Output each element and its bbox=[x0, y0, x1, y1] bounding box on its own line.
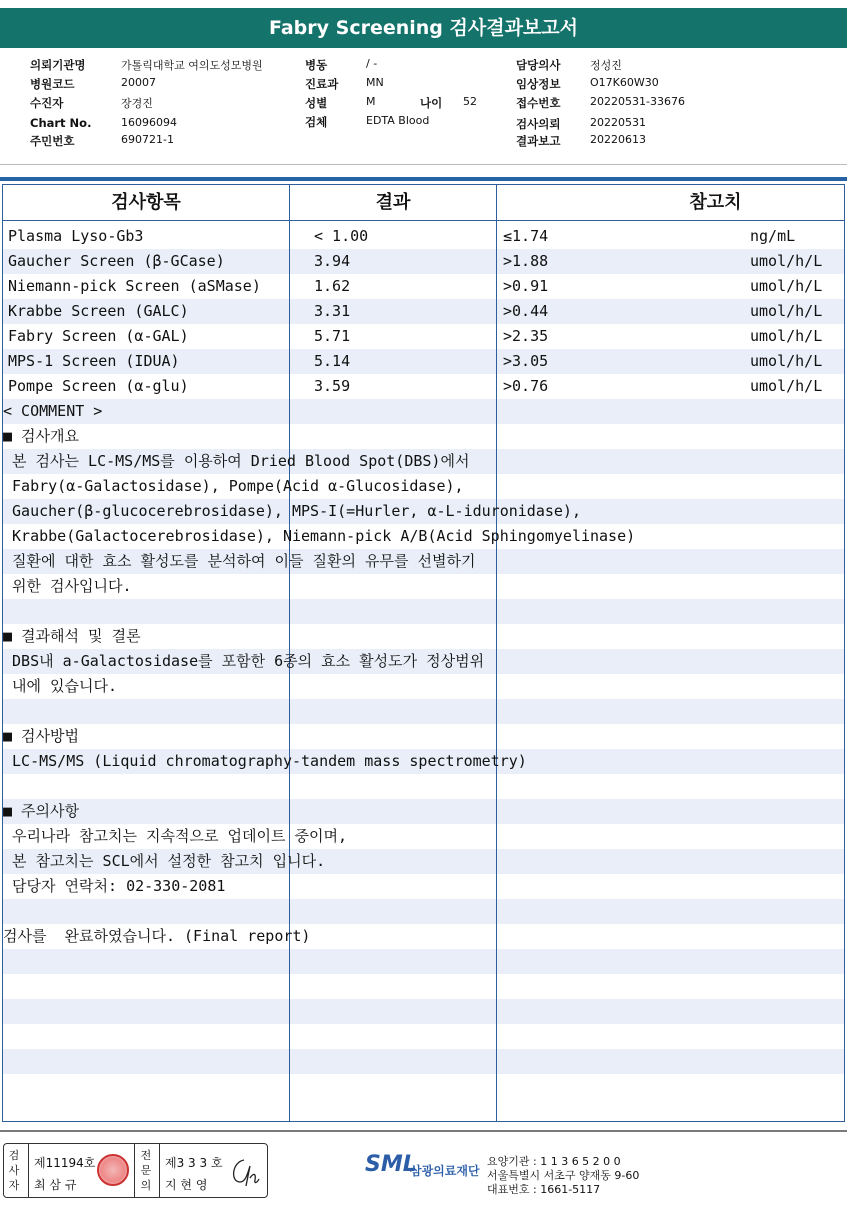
clinical-label: 임상정보 bbox=[516, 77, 561, 91]
specialist-vertical-label: 전문의 bbox=[140, 1149, 152, 1192]
footer-divider bbox=[0, 1130, 847, 1132]
unit: umol/h/L bbox=[750, 327, 823, 345]
specimen-label: 검체 bbox=[305, 115, 328, 129]
comment-line: Krabbe(Galactocerebrosidase), Niemann-pick A/B(Acid Sphingomyelinase) bbox=[3, 527, 636, 545]
rrn-label: 주민번호 bbox=[30, 134, 75, 148]
test-item: Pompe Screen (α-glu) bbox=[8, 377, 189, 395]
recipient-label: 수진자 bbox=[30, 96, 64, 110]
table-row bbox=[3, 274, 844, 299]
test-item: Plasma Lyso-Gb3 bbox=[8, 227, 144, 245]
unit: umol/h/L bbox=[750, 252, 823, 270]
test-result: 3.31 bbox=[314, 302, 351, 320]
sex-label: 성별 bbox=[305, 96, 328, 110]
dept-value: MN bbox=[366, 76, 384, 89]
table-top-border bbox=[0, 177, 847, 181]
report-date-label: 결과보고 bbox=[516, 134, 561, 148]
doctor-label: 담당의사 bbox=[516, 58, 561, 72]
signature-icon bbox=[226, 1152, 262, 1190]
comment-line: ■ 검사개요 bbox=[3, 427, 80, 445]
rrn-value: 690721-1 bbox=[121, 133, 174, 146]
test-result: 5.71 bbox=[314, 327, 351, 345]
request-label: 검사의뢰 bbox=[516, 117, 561, 131]
reference-range: >0.44 bbox=[503, 302, 549, 320]
reference-range: >0.76 bbox=[503, 377, 549, 395]
unit: umol/h/L bbox=[750, 352, 823, 370]
request-value: 20220531 bbox=[590, 116, 646, 129]
column-header-result: 결과 bbox=[375, 192, 411, 213]
doctor-value: 정성진 bbox=[590, 59, 622, 72]
unit: umol/h/L bbox=[750, 277, 823, 295]
reference-range: >0.91 bbox=[503, 277, 549, 295]
table-row bbox=[3, 374, 844, 399]
unit: umol/h/L bbox=[750, 377, 823, 395]
test-result: 5.14 bbox=[314, 352, 351, 370]
ward-value: / - bbox=[366, 57, 378, 70]
table-row bbox=[3, 249, 844, 274]
reception-value: 20220531-33676 bbox=[590, 95, 685, 108]
header-divider bbox=[0, 164, 847, 165]
signature-divider bbox=[159, 1144, 160, 1197]
reception-label: 접수번호 bbox=[516, 96, 561, 110]
table-row bbox=[3, 224, 844, 249]
age-label: 나이 bbox=[420, 96, 443, 110]
specialist-license: 제3 3 3 호 bbox=[165, 1156, 223, 1170]
comment-line: 본 참고치는 SCL에서 설정한 참고치 입니다. bbox=[3, 852, 326, 870]
sex-value: M bbox=[366, 95, 376, 108]
table-row bbox=[3, 324, 844, 349]
test-result: < 1.00 bbox=[314, 227, 369, 245]
test-result: 3.59 bbox=[314, 377, 351, 395]
reference-range: >2.35 bbox=[503, 327, 549, 345]
reference-range: ≤1.74 bbox=[503, 227, 549, 245]
hospital-code-label: 병원코드 bbox=[30, 77, 75, 91]
sml-logo: SML bbox=[365, 1152, 417, 1177]
signature-box bbox=[3, 1143, 268, 1198]
signature-divider bbox=[28, 1144, 29, 1197]
ward-label: 병동 bbox=[305, 58, 328, 72]
chart-label: Chart No. bbox=[30, 116, 92, 130]
test-item: MPS-1 Screen (IDUA) bbox=[8, 352, 180, 370]
comment-line: 위한 검사입니다. bbox=[3, 577, 132, 595]
tester-license: 제11194호 bbox=[34, 1156, 96, 1170]
comment-line: 질환에 대한 효소 활성도를 분석하여 이들 질환의 유무를 선별하기 bbox=[3, 552, 476, 570]
institution-value: 가톨릭대학교 여의도성모병원 bbox=[121, 59, 263, 72]
patient-header bbox=[0, 55, 847, 155]
care-number: 요양기관 : 1 1 3 6 5 2 0 0 bbox=[487, 1155, 621, 1168]
comment-line: 본 검사는 LC-MS/MS를 이용하여 Dried Blood Spot(DBS)에서 bbox=[3, 452, 470, 470]
org-address: 서울특별시 서초구 양재동 9-60 bbox=[487, 1169, 640, 1182]
header-row-divider bbox=[2, 220, 845, 221]
table-row bbox=[3, 299, 844, 324]
org-phone: 대표번호 : 1661-5117 bbox=[487, 1183, 601, 1196]
comment-line: 검사를 완료하였습니다. (Final report) bbox=[3, 927, 311, 945]
test-item: Gaucher Screen (β-GCase) bbox=[8, 252, 225, 270]
unit: umol/h/L bbox=[750, 302, 823, 320]
age-value: 52 bbox=[463, 95, 477, 108]
column-header-reference: 참고치 bbox=[689, 192, 742, 213]
report-date-value: 20220613 bbox=[590, 133, 646, 146]
test-result: 3.94 bbox=[314, 252, 351, 270]
comment-line: DBS내 a-Galactosidase를 포함한 6종의 효소 활성도가 정상범위 bbox=[3, 652, 485, 670]
comment-line: 담당자 연락처: 02-330-2081 bbox=[3, 877, 226, 895]
test-item: Niemann-pick Screen (aSMase) bbox=[8, 277, 261, 295]
unit: ng/mL bbox=[750, 227, 796, 245]
comment-line: Gaucher(β-glucocerebrosidase), MPS-I(=Hurler, α-L-iduronidase), bbox=[3, 502, 581, 520]
specimen-value: EDTA Blood bbox=[366, 114, 430, 127]
test-result: 1.62 bbox=[314, 277, 351, 295]
tester-vertical-label: 검사자 bbox=[8, 1149, 20, 1192]
signature-divider bbox=[134, 1144, 135, 1197]
comment-line: ■ 결과해석 및 결론 bbox=[3, 627, 141, 645]
reference-range: >1.88 bbox=[503, 252, 549, 270]
org-name: 삼광의료재단 bbox=[410, 1164, 480, 1178]
table-row bbox=[3, 349, 844, 374]
chart-value: 16096094 bbox=[121, 116, 177, 129]
test-item: Fabry Screen (α-GAL) bbox=[8, 327, 189, 345]
seal-stamp bbox=[97, 1154, 129, 1186]
comment-line: LC-MS/MS (Liquid chromatography-tandem mass spectrometry) bbox=[3, 752, 527, 770]
specialist-name: 지 현 영 bbox=[165, 1178, 208, 1192]
recipient-value: 장경진 bbox=[121, 97, 153, 110]
test-item: Krabbe Screen (GALC) bbox=[8, 302, 189, 320]
reference-range: >3.05 bbox=[503, 352, 549, 370]
clinical-value: O17K60W30 bbox=[590, 76, 659, 89]
tester-name: 최 삼 규 bbox=[34, 1178, 77, 1192]
comment-line: < COMMENT > bbox=[3, 402, 103, 420]
column-header-item: 검사항목 bbox=[111, 192, 181, 213]
institution-label: 의뢰기관명 bbox=[30, 58, 86, 72]
comment-line: ■ 검사방법 bbox=[3, 727, 80, 745]
hospital-code-value: 20007 bbox=[121, 76, 156, 89]
report-title: Fabry Screening 검사결과보고서 bbox=[0, 8, 847, 48]
comment-line: 우리나라 참고치는 지속적으로 업데이트 중이며, bbox=[3, 827, 347, 845]
comment-line: ■ 주의사항 bbox=[3, 802, 80, 820]
comment-line: 내에 있습니다. bbox=[3, 677, 118, 695]
comment-line: Fabry(α-Galactosidase), Pompe(Acid α-Glucosidase), bbox=[3, 477, 464, 495]
dept-label: 진료과 bbox=[305, 77, 339, 91]
